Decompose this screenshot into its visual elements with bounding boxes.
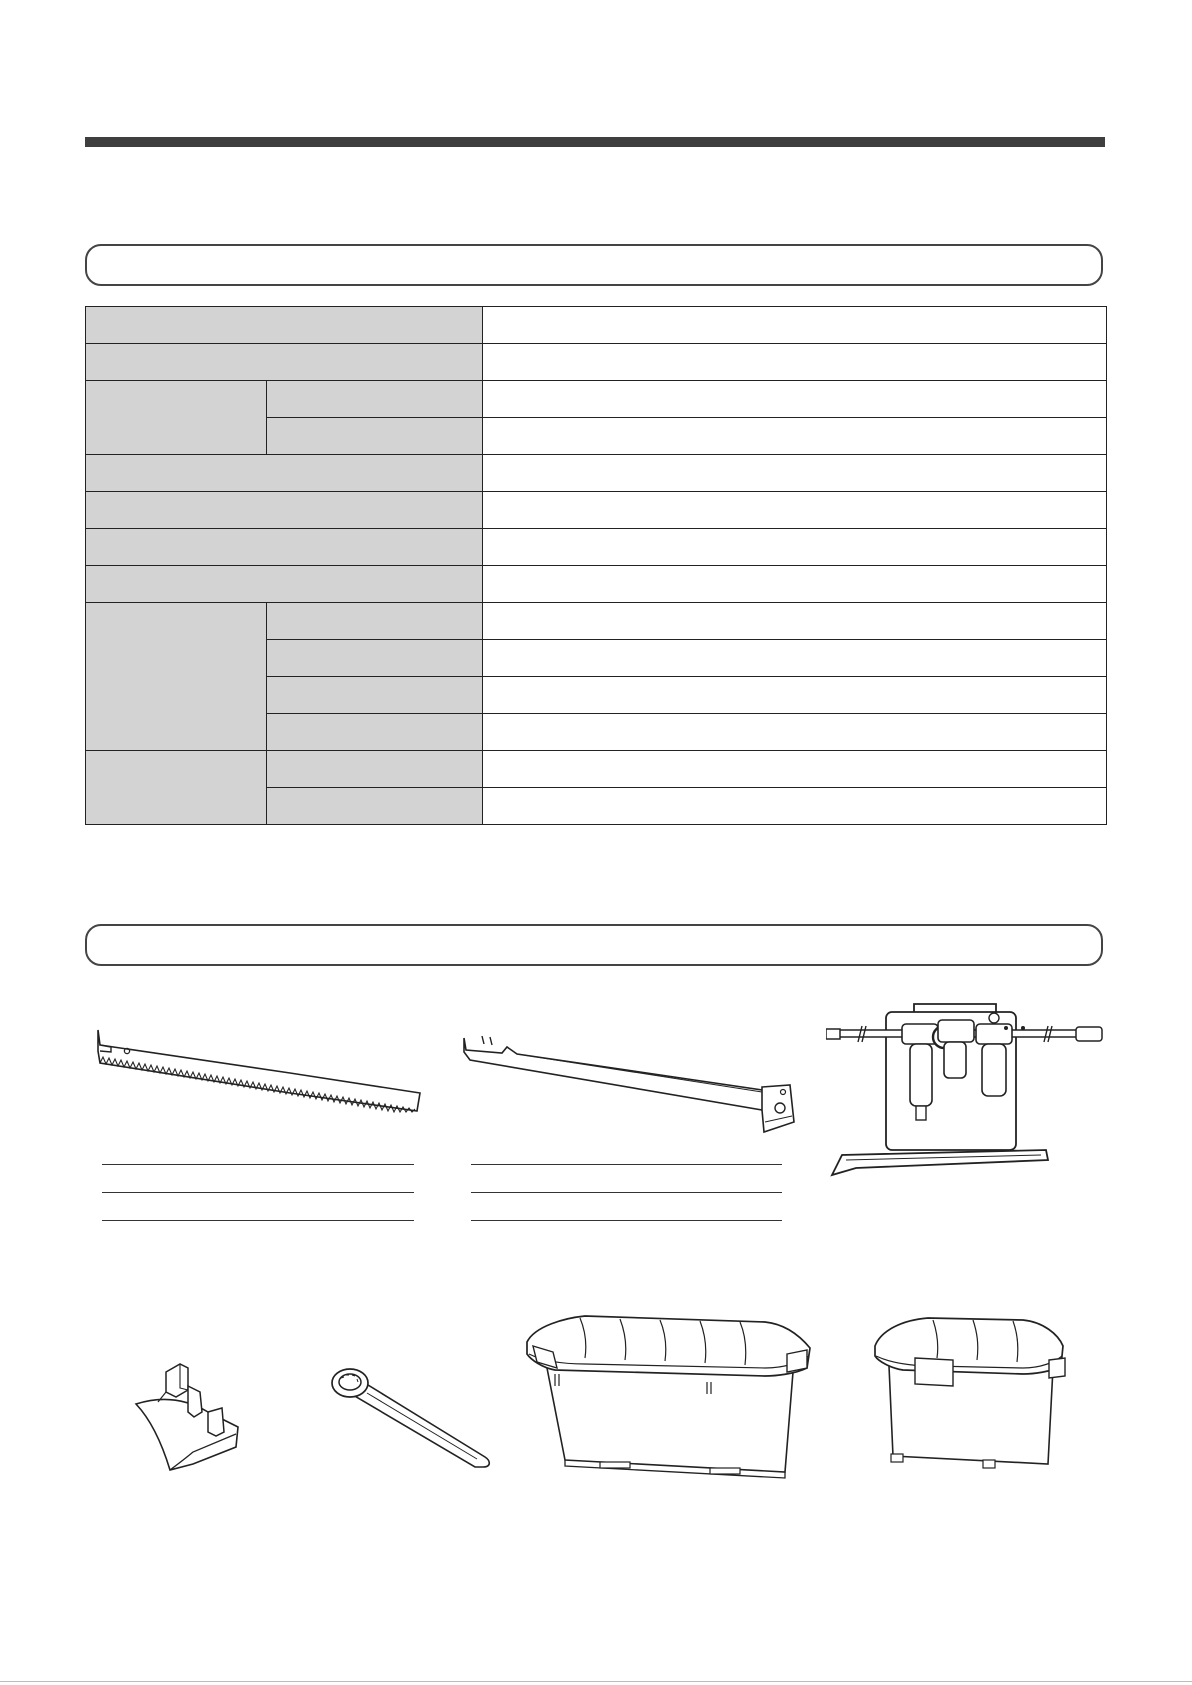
- spec-sublabel: [267, 677, 483, 714]
- spec-label: [86, 344, 483, 381]
- spec-sublabel: [267, 788, 483, 825]
- accessory-item: [873, 1308, 1073, 1483]
- spec-value: [483, 677, 1107, 714]
- specifications-section-header: [85, 244, 1103, 286]
- table-row: [86, 344, 1107, 381]
- accessory-item: [325, 1355, 500, 1475]
- box-wrench-icon: [325, 1355, 500, 1470]
- spec-value: [483, 492, 1107, 529]
- spec-value: [483, 529, 1107, 566]
- accessory-item: [95, 1025, 425, 1120]
- blade-holder-block-icon: [128, 1352, 248, 1472]
- spec-value: [483, 566, 1107, 603]
- spec-sublabel: [267, 751, 483, 788]
- accessory-item: [128, 1352, 248, 1477]
- spec-value: [483, 344, 1107, 381]
- spec-label: [86, 566, 483, 603]
- spec-value: [483, 418, 1107, 455]
- table-row: [86, 492, 1107, 529]
- table-row: [86, 751, 1107, 788]
- table-row: [86, 529, 1107, 566]
- spec-label: [86, 529, 483, 566]
- air-filter-regulator-unit-icon: [826, 1000, 1106, 1185]
- accessories-section-header: [85, 924, 1103, 966]
- spec-group-label: [86, 751, 267, 825]
- caption-line: [471, 1164, 782, 1165]
- page-bottom-rule: [0, 1681, 1192, 1682]
- accessory-item: [462, 1030, 802, 1145]
- small-storage-case-icon: [873, 1308, 1073, 1478]
- large-storage-case-icon: [525, 1310, 815, 1485]
- caption-line: [102, 1164, 414, 1165]
- header-rule: [85, 137, 1105, 147]
- caption-line: [102, 1220, 414, 1221]
- accessory-item: [826, 1000, 1106, 1190]
- spec-group-label: [86, 381, 267, 455]
- spec-value: [483, 788, 1107, 825]
- table-row: [86, 566, 1107, 603]
- spec-sublabel: [267, 603, 483, 640]
- spec-value: [483, 603, 1107, 640]
- spec-group-label: [86, 603, 267, 751]
- spec-value: [483, 714, 1107, 751]
- spec-value: [483, 381, 1107, 418]
- spec-label: [86, 307, 483, 344]
- spec-sublabel: [267, 714, 483, 751]
- spec-label: [86, 492, 483, 529]
- spec-sublabel: [267, 640, 483, 677]
- blade-guide-bar-icon: [462, 1030, 802, 1140]
- caption-line: [102, 1192, 414, 1193]
- saw-blade-icon: [95, 1025, 425, 1115]
- specifications-table: [85, 306, 1107, 825]
- spec-value: [483, 640, 1107, 677]
- table-row: [86, 455, 1107, 492]
- table-row: [86, 381, 1107, 418]
- spec-sublabel: [267, 418, 483, 455]
- caption-line: [471, 1192, 782, 1193]
- spec-sublabel: [267, 381, 483, 418]
- spec-value: [483, 751, 1107, 788]
- spec-label: [86, 455, 483, 492]
- spec-value: [483, 455, 1107, 492]
- spec-value: [483, 307, 1107, 344]
- table-row: [86, 603, 1107, 640]
- caption-line: [471, 1220, 782, 1221]
- accessory-item: [525, 1310, 815, 1490]
- table-row: [86, 307, 1107, 344]
